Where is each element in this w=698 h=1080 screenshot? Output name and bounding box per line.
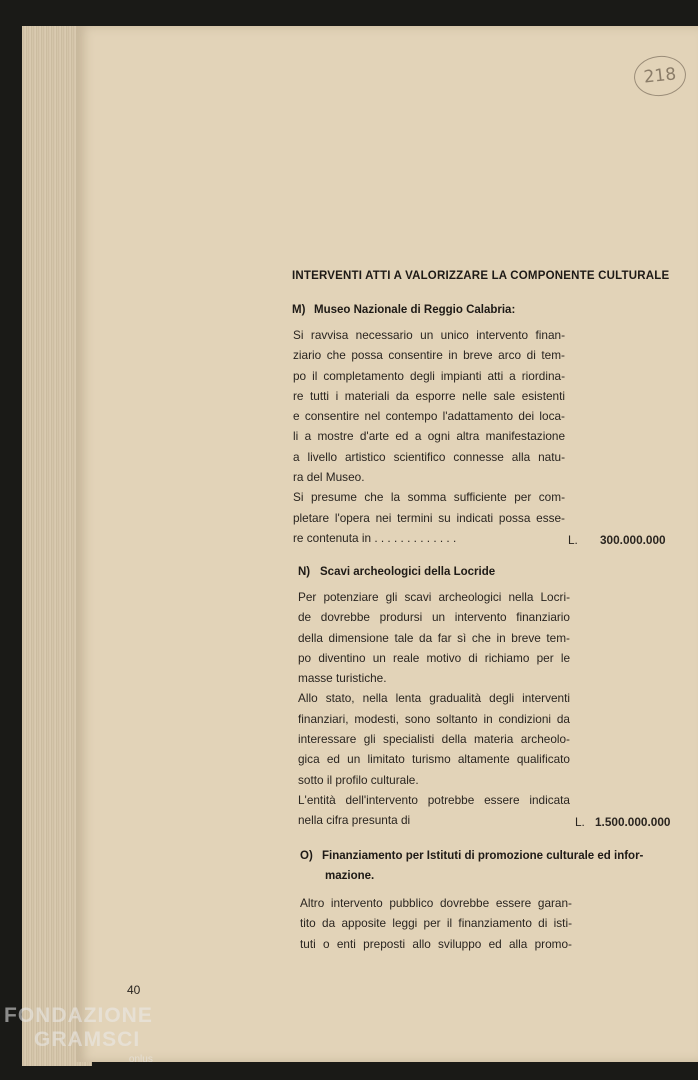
text-line: Allo stato, nella lenta gradualità degli interventi (298, 691, 570, 706)
text-line: pletare l'opera nei termini su indicati possa esse- (293, 510, 565, 525)
section-m-title (292, 304, 515, 316)
text-line: li a mostre d'arte ed a ogni altra manifestazione (293, 429, 565, 444)
text-line: Altro intervento pubblico dovrebbe essere garan- (300, 896, 572, 910)
fondazione-gramsci-watermark (4, 1004, 153, 1072)
handwritten-folio-number: 218 (632, 53, 688, 98)
section-o-title-line2: mazione. (325, 870, 375, 882)
currency-label: L. (575, 815, 585, 829)
amount-value: 1.500.000.000 (595, 815, 671, 829)
section-o-title-line1: Finanziamento per Istituti di promozione culturale ed infor- (322, 850, 644, 862)
text-line: po diventino un reale motivo di richiamo per le (298, 650, 570, 665)
text-line: re contenuta in . . . . . . . . . . . . . (293, 530, 457, 545)
text-line: Si presume che la somma sufficiente per com- (293, 490, 565, 505)
section-m-title-text: Museo Nazionale di Reggio Calabria: (314, 304, 516, 316)
text-line: ziario che possa consentire in breve arco di tem- (293, 348, 565, 363)
section-o-body (300, 893, 572, 954)
text-line: gica ed un limitato turismo altamente qualificato (298, 752, 570, 767)
page-number: 40 (127, 983, 141, 997)
section-n-title-text: Scavi archeologici della Locride (320, 566, 496, 578)
watermark-line1: FONDAZIONE (4, 1004, 153, 1027)
watermark-line3: onlus (128, 1054, 153, 1065)
text-line: a livello artistico scientifico connesse alla natu- (293, 449, 565, 464)
text-line: finanziari, modesti, sono soltanto in condizioni da (298, 711, 570, 726)
text-line: de dovrebbe prodursi un intervento finanziario (298, 610, 570, 625)
section-o-title (300, 850, 643, 862)
text-line: re tutti i materiali da esporre nelle sale esistenti (293, 388, 565, 403)
section-n-title (298, 566, 495, 578)
text-line: L'entità dell'intervento potrebbe essere indicata (298, 792, 570, 807)
text-line: sotto il profilo culturale. (298, 772, 419, 787)
text-line: e consentire nel contempo l'adattamento dei loca- (293, 409, 565, 424)
section-m-letter: M) (292, 304, 306, 316)
text-line: ra del Museo. (293, 470, 365, 485)
page-heading: INTERVENTI ATTI A VALORIZZARE LA COMPONENTE CULTURALE (292, 270, 670, 282)
text-line: masse turistiche. (298, 671, 387, 686)
text-line: po il completamento degli impianti atti a riordina- (293, 368, 565, 383)
text-line: tito da apposite leggi per il finanziamento di isti- (300, 916, 572, 931)
section-n-letter: N) (298, 566, 311, 578)
text-line: interessare gli specialisti della materia archeolo- (298, 732, 570, 747)
currency-label: L. (568, 533, 578, 547)
text-line: della dimensione tale da far sì che in breve tem- (298, 630, 570, 645)
section-m-body (293, 325, 565, 548)
text-line: Per potenziare gli scavi archeologici nella Locri- (298, 590, 570, 604)
watermark-line2: GRAMSCI (34, 1028, 141, 1051)
text-line: Si ravvisa necessario un unico intervento finan- (293, 328, 565, 342)
text-line: tuti o enti preposti allo sviluppo ed alla promo- (300, 936, 572, 951)
text-line: nella cifra presunta di (298, 813, 411, 828)
section-o-letter: O) (300, 850, 313, 862)
amount-value: 300.000.000 (600, 533, 666, 547)
section-n-body (298, 587, 570, 831)
